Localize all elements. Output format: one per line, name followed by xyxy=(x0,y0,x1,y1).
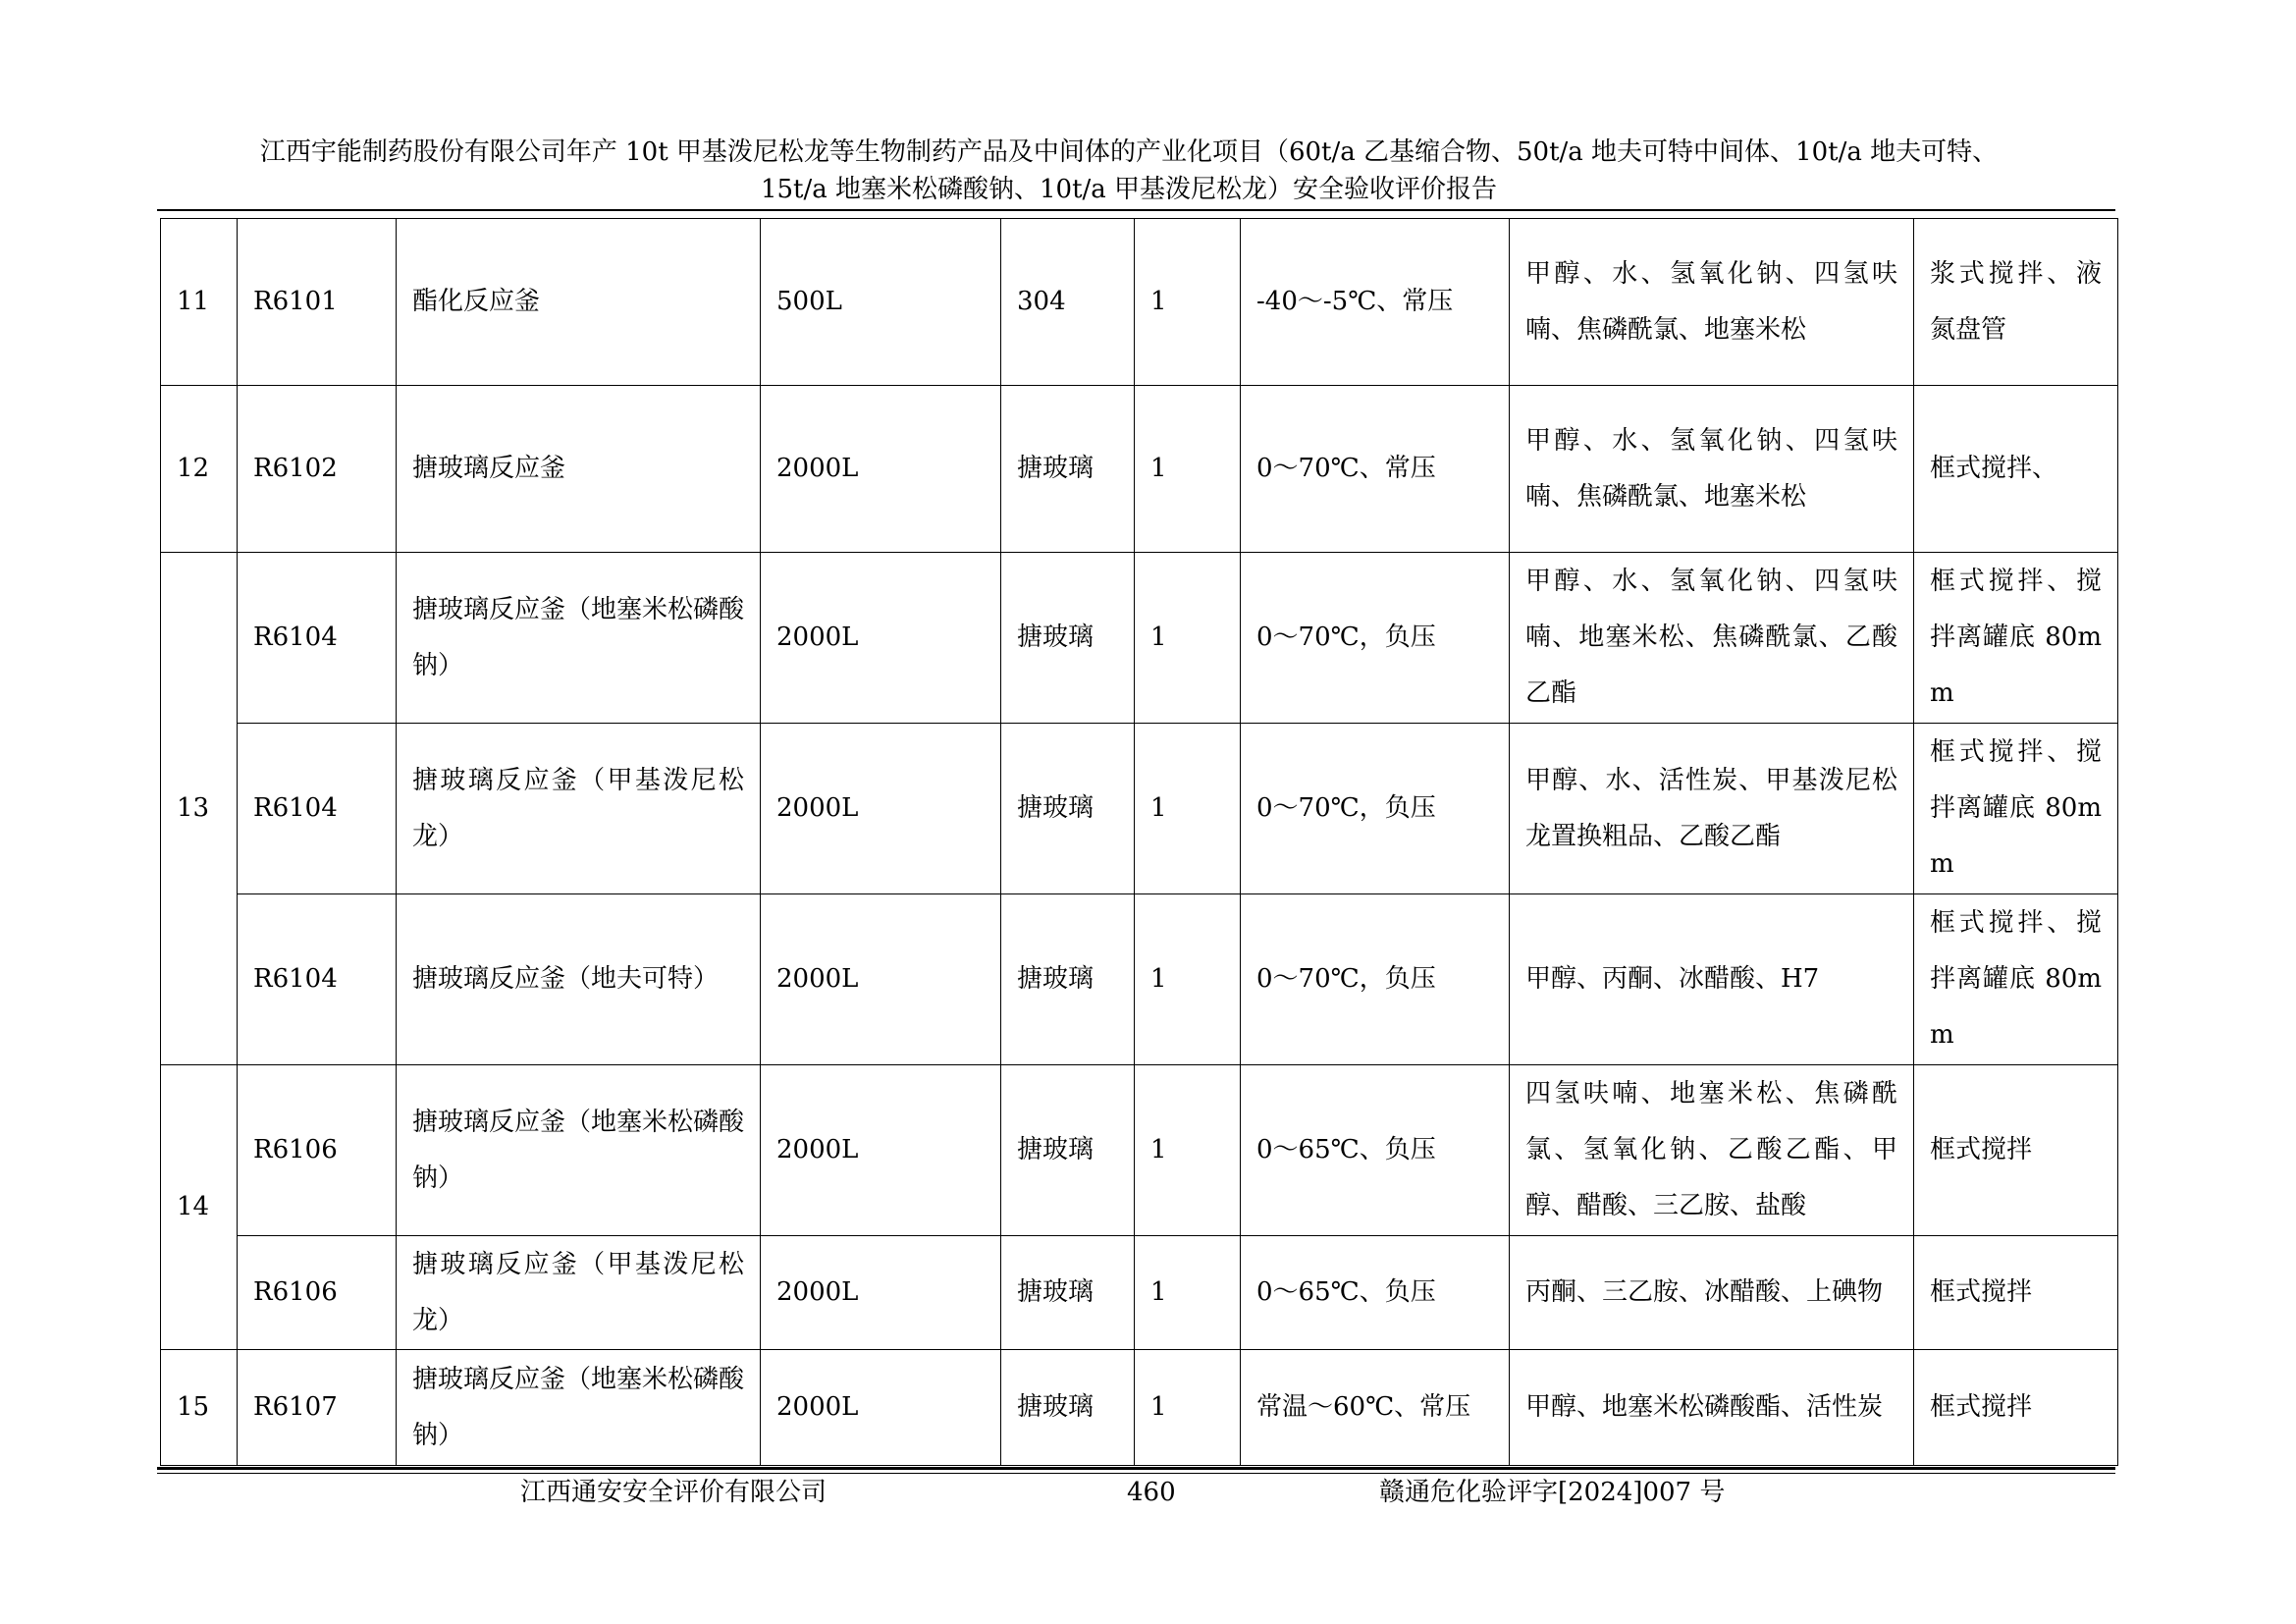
equipment-material: 搪玻璃 xyxy=(1001,1350,1135,1466)
page-header xyxy=(147,134,2110,208)
medium: 甲醇、水、活性炭、甲基泼尼松龙置换粗品、乙酸乙酯 xyxy=(1510,724,1914,894)
operating-condition: -40～-5℃、常压 xyxy=(1241,219,1510,386)
table-row xyxy=(161,724,2118,894)
equipment-name: 搪玻璃反应釜（地塞米松磷酸钠） xyxy=(397,553,761,724)
equipment-volume: 2000L xyxy=(761,1236,1001,1350)
equipment-name: 搪玻璃反应釜（甲基泼尼松龙） xyxy=(397,724,761,894)
table-row xyxy=(161,553,2118,724)
stirring: 框式搅拌、搅拌离罐底 80mm xyxy=(1914,553,2118,724)
equipment-material: 搪玻璃 xyxy=(1001,894,1135,1065)
medium: 甲醇、水、氢氧化钠、四氢呋喃、焦磷酰氯、地塞米松 xyxy=(1510,386,1914,553)
equipment-code: R6104 xyxy=(238,553,397,724)
equipment-name: 搪玻璃反应釜 xyxy=(397,386,761,553)
equipment-volume: 2000L xyxy=(761,1065,1001,1236)
equipment-code: R6102 xyxy=(238,386,397,553)
page-number: 460 xyxy=(1127,1478,1176,1507)
medium: 甲醇、水、氢氧化钠、四氢呋喃、焦磷酰氯、地塞米松 xyxy=(1510,219,1914,386)
medium: 甲醇、丙酮、冰醋酸、H7 xyxy=(1510,894,1914,1065)
operating-condition: 0～65℃、负压 xyxy=(1241,1065,1510,1236)
stirring: 框式搅拌、 xyxy=(1914,386,2118,553)
stirring: 框式搅拌 xyxy=(1914,1065,2118,1236)
equipment-material: 搪玻璃 xyxy=(1001,553,1135,724)
footer-rule xyxy=(157,1467,2115,1470)
stirring: 框式搅拌 xyxy=(1914,1350,2118,1466)
equipment-volume: 2000L xyxy=(761,894,1001,1065)
operating-condition: 常温～60℃、常压 xyxy=(1241,1350,1510,1466)
equipment-name: 搪玻璃反应釜（甲基泼尼松龙） xyxy=(397,1236,761,1350)
medium: 丙酮、三乙胺、冰醋酸、上碘物 xyxy=(1510,1236,1914,1350)
equipment-qty: 1 xyxy=(1135,724,1241,894)
equipment-code: R6101 xyxy=(238,219,397,386)
equipment-material: 搪玻璃 xyxy=(1001,724,1135,894)
row-no: 14 xyxy=(161,1065,238,1350)
row-no: 13 xyxy=(161,553,238,1065)
table-row xyxy=(161,894,2118,1065)
medium: 四氢呋喃、地塞米松、焦磷酰氯、氢氧化钠、乙酸乙酯、甲醇、醋酸、三乙胺、盐酸 xyxy=(1510,1065,1914,1236)
table-row xyxy=(161,1350,2118,1466)
header-line-1: 江西宇能制药股份有限公司年产 10t 甲基泼尼松龙等生物制药产品及中间体的产业化项目（60t/a 乙基缩合物、50t/a 地夫可特中间体、10t/a 地夫可特、 xyxy=(259,137,1999,167)
equipment-volume: 2000L xyxy=(761,553,1001,724)
equipment-table xyxy=(160,218,2118,1466)
equipment-material: 搪玻璃 xyxy=(1001,386,1135,553)
equipment-material: 搪玻璃 xyxy=(1001,1065,1135,1236)
equipment-code: R6107 xyxy=(238,1350,397,1466)
table-row xyxy=(161,1065,2118,1236)
equipment-qty: 1 xyxy=(1135,894,1241,1065)
equipment-code: R6104 xyxy=(238,724,397,894)
operating-condition: 0～65℃、负压 xyxy=(1241,1236,1510,1350)
equipment-code: R6104 xyxy=(238,894,397,1065)
footer-document-number: 赣通危化验评字[2024]007 号 xyxy=(1379,1478,1726,1507)
operating-condition: 0～70℃，负压 xyxy=(1241,724,1510,894)
stirring: 框式搅拌、搅拌离罐底 80mm xyxy=(1914,724,2118,894)
stirring: 框式搅拌、搅拌离罐底 80mm xyxy=(1914,894,2118,1065)
header-rule xyxy=(157,209,2115,211)
stirring: 框式搅拌 xyxy=(1914,1236,2118,1350)
table-row xyxy=(161,386,2118,553)
equipment-code: R6106 xyxy=(238,1065,397,1236)
footer-company: 江西通安安全评价有限公司 xyxy=(520,1478,828,1507)
operating-condition: 0～70℃，负压 xyxy=(1241,894,1510,1065)
row-no: 11 xyxy=(161,219,238,386)
operating-condition: 0～70℃、常压 xyxy=(1241,386,1510,553)
medium: 甲醇、地塞米松磷酸酯、活性炭 xyxy=(1510,1350,1914,1466)
equipment-material: 304 xyxy=(1001,219,1135,386)
medium: 甲醇、水、氢氧化钠、四氢呋喃、地塞米松、焦磷酰氯、乙酸乙酯 xyxy=(1510,553,1914,724)
equipment-name: 搪玻璃反应釜（地塞米松磷酸钠） xyxy=(397,1350,761,1466)
equipment-qty: 1 xyxy=(1135,219,1241,386)
equipment-name: 酯化反应釜 xyxy=(397,219,761,386)
equipment-qty: 1 xyxy=(1135,1065,1241,1236)
equipment-name: 搪玻璃反应釜（地塞米松磷酸钠） xyxy=(397,1065,761,1236)
row-no: 12 xyxy=(161,386,238,553)
stirring: 浆式搅拌、液氮盘管 xyxy=(1914,219,2118,386)
equipment-volume: 2000L xyxy=(761,724,1001,894)
equipment-volume: 2000L xyxy=(761,1350,1001,1466)
equipment-qty: 1 xyxy=(1135,1236,1241,1350)
equipment-volume: 500L xyxy=(761,219,1001,386)
row-no: 15 xyxy=(161,1350,238,1466)
equipment-code: R6106 xyxy=(238,1236,397,1350)
header-line-2: 15t/a 地塞米松磷酸钠、10t/a 甲基泼尼松龙）安全验收评价报告 xyxy=(760,175,1498,204)
table-row xyxy=(161,1236,2118,1350)
operating-condition: 0～70℃，负压 xyxy=(1241,553,1510,724)
equipment-qty: 1 xyxy=(1135,386,1241,553)
table-row xyxy=(161,219,2118,386)
equipment-qty: 1 xyxy=(1135,553,1241,724)
equipment-volume: 2000L xyxy=(761,386,1001,553)
equipment-name: 搪玻璃反应釜（地夫可特） xyxy=(397,894,761,1065)
equipment-qty: 1 xyxy=(1135,1350,1241,1466)
equipment-material: 搪玻璃 xyxy=(1001,1236,1135,1350)
